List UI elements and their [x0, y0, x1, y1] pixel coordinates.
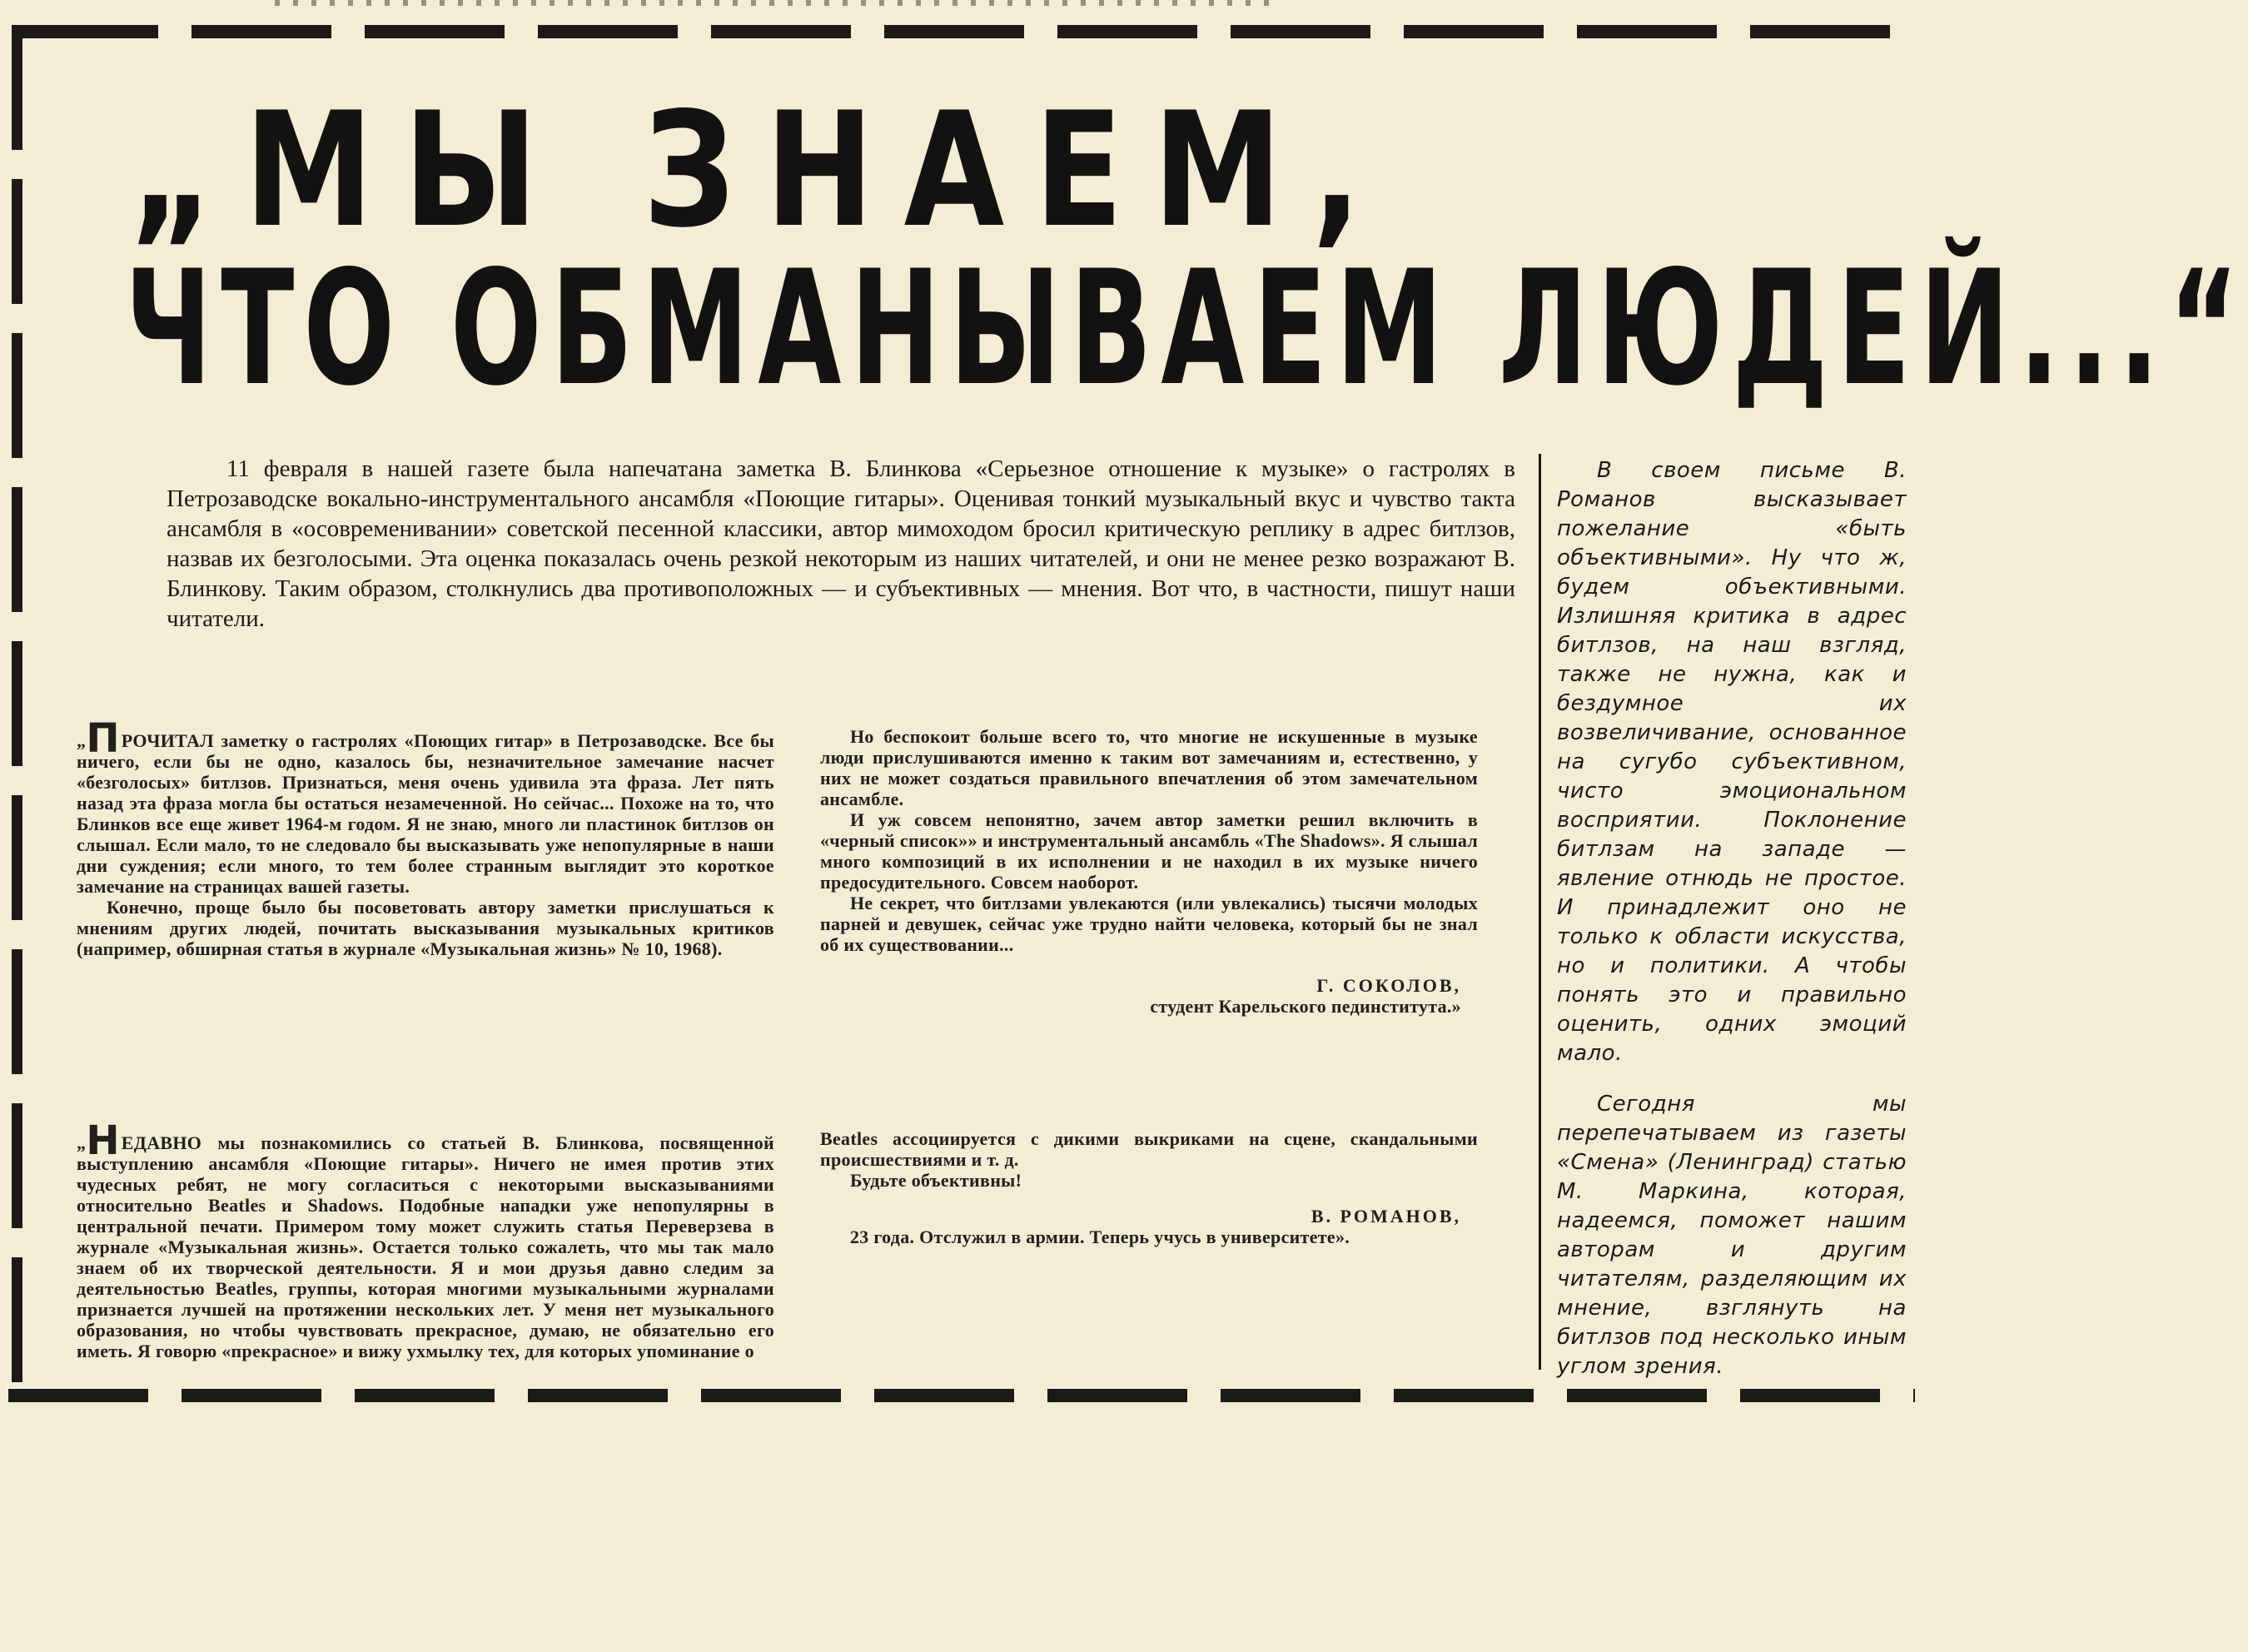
- headline-line-1: „МЫ ЗНАЕМ,: [129, 78, 1392, 262]
- letter-romanov-signature: В. РОМАНОВ,: [1311, 1206, 1461, 1227]
- frame-top-border: [18, 25, 1912, 38]
- letter-sokolov-paragraph-1: „ПРОЧИТАЛ заметку о гастролях «Поющих гитар» в Петрозаводске. Все бы ничего, если бы не одно, казалось бы, незначительное замечание насчет «безголосых» битлзов. Признаться, меня очень удивила эта фраза. Лет пять назад эта фраза могла бы остаться незамеченной. Но сейчас... Похоже на то, что Блинков все еще живет 1964-м годом. Я не знаю, много ли пластинок битлзов он слышал. Если мало, то не следовало бы высказывать уже непопулярные в наши дни суждения; если много, то тем более странным выглядит это короткое замечание на страницах вашей газеты.: [77, 715, 774, 897]
- quote-mark: „: [77, 1132, 87, 1153]
- letter-sokolov-column-2: [820, 726, 1478, 1017]
- frame-bottom-border: [8, 1389, 1915, 1402]
- letter-romanov-note: 23 года. Отслужил в армии. Теперь учусь в университете».: [850, 1227, 1350, 1247]
- letter-sokolov-paragraph-3: Но беспокоит больше всего то, что многие не искушенные в музыке люди прислушиваются именно к таким вот замечаниям и, естественно, у них не может создаться правильного впечатления об этом замечательном ансамбле.: [820, 726, 1478, 809]
- drop-cap: Н: [86, 1117, 120, 1164]
- letter-sokolov-column-1: [77, 715, 774, 959]
- letter-romanov-continuation: [820, 1128, 1478, 1170]
- letter-romanov-column-1: [77, 1117, 774, 1361]
- letter-sokolov-paragraph-5: Не секрет, что битлзами увлекаются (или увлекались) тысячи молодых парней и девушек, сейчас уже трудно найти человека, который бы не знал об их существовании...: [820, 893, 1478, 955]
- editorial-sidebar: [1557, 456, 1907, 1381]
- letter-romanov-paragraph-1-continued: Beatles ассоциируется с дикими выкриками на сцене, скандальными происшествиями и т. д.: [820, 1128, 1478, 1170]
- letter-sokolov-affiliation: студент Карельского пединститута.»: [1150, 996, 1461, 1017]
- frame-left-border: [12, 25, 22, 1402]
- intro-paragraph: 11 февраля в нашей газете была напечатана заметка В. Блинкова «Серьезное отношение к музыке» о гастролях в Петрозаводске вокально-инструментального ансамбля «Поющие гитары». Оценивая тонкий музыкальный вкус и чувство такта ансамбля в «осовременивании» советской песенной классики, автор мимоходом бросил критическую реплику в адрес битлзов, назвав их безголосыми. Эта оценка показалась очень резкой некоторым из наших читателей, и они не менее резко возражают В. Блинкову. Таким образом, столкнулись два противоположных — и субъективных — мнения. Вот что, в частности, пишут наши читатели.: [167, 455, 1515, 632]
- letter-sokolov-paragraph-2: Конечно, проще было бы посоветовать автору заметки прислушаться к мнениям других людей, почитать высказывания музыкальных критиков (например, обширная статья в журнале «Музыкальная жизнь» № 10, 1968).: [77, 897, 774, 959]
- letter-sokolov-paragraph-4: И уж совсем непонятно, зачем автор заметки решил включить в «черный список»» и инструментальный ансамбль «The Shadows». Я слышал много композиций в их исполнении и не находил в их музыке ничего предосудительного. Совсем наоборот.: [820, 809, 1478, 893]
- letter-sokolov-signature: Г. СОКОЛОВ,: [1316, 975, 1461, 996]
- quote-mark: „: [77, 730, 87, 751]
- headline-line-2: ЧТО ОБМАНЫВАЕМ ЛЮДЕЙ...“: [125, 236, 2248, 420]
- letter-romanov-paragraph-2: Будьте объективны!: [850, 1170, 1022, 1191]
- torn-top-edge: [275, 0, 1274, 6]
- letter-romanov-paragraph-1: „НЕДАВНО мы познакомились со статьей В. Блинкова, посвященной выступлению ансамбля «Поющие гитары». Ничего не имея против этих чудесных ребят, не могу согласиться с некоторыми высказываниями относительно Beatles и Shadows. Подобные нападки уже непопулярны в центральной печати. Примером тому может служить статья Переверзева в журнале «Музыкальная жизнь». Остается только сожалеть, что мы так мало знаем об их творческой деятельности. Я и мои друзья давно следим за деятельностью Beatles, группы, которая многими музыкальными журналами признается лучшей на протяжении нескольких лет. У меня нет музыкального образования, но чтобы чувствовать прекрасное, думаю, не обязательно его иметь. Я говорю «прекрасное» и вижу ухмылку тех, для которых упоминание о: [77, 1117, 774, 1361]
- sidebar-divider: [1539, 454, 1541, 1370]
- drop-cap: П: [86, 715, 120, 762]
- letter-romanov-column-2: [820, 1170, 1478, 1247]
- sidebar-paragraph-2: Сегодня мы перепечатываем из газеты «Смена» (Ленинград) статью М. Маркина, которая, надеемся, поможет нашим авторам и другим читателям, разделяющим их мнение, взглянуть на битлзов под несколько иным углом зрения.: [1557, 1092, 1907, 1379]
- sidebar-paragraph-1: В своем письме В. Романов высказывает пожелание «быть объективными». Ну что ж, будем объективными. Излишняя критика в адрес битлзов, на наш взгляд, также не нужна, как и бездумное их возвеличивание, основанное на сугубо субъективном, чисто эмоциональном восприятии. Поклонение битлзам на западе — явление отнюдь не простое. И принадлежит оно не только к области искусства, но и политики. А чтобы понять это и правильно оценить, одних эмоций мало.: [1557, 458, 1907, 1066]
